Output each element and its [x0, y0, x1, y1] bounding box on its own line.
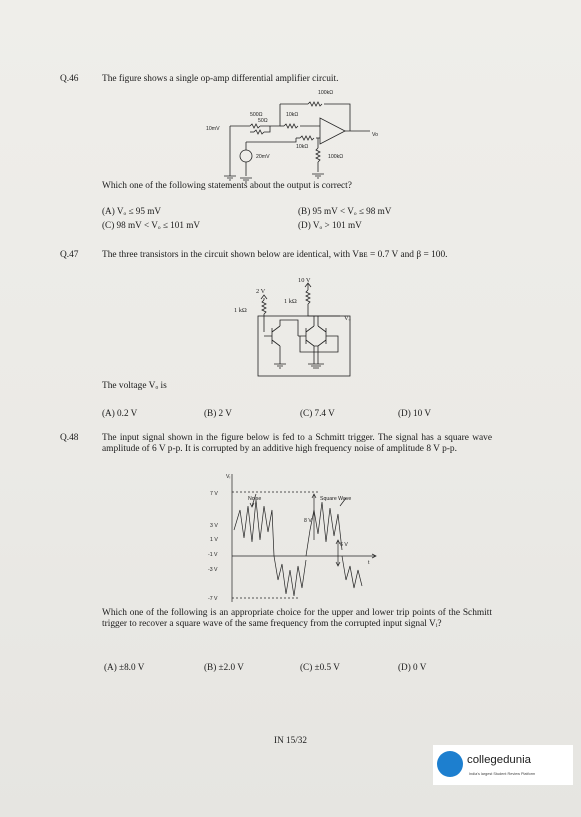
- q46-option-c: (C) 98 mV < Vₒ ≤ 101 mV: [102, 220, 201, 230]
- q46-rf-label: 100kΩ: [318, 90, 334, 96]
- q47-text: The three transistors in the circuit shown below are identical, with Vʙᴇ = 0.7 V and β = 100.: [102, 250, 448, 260]
- logo-tagline: India's largest Student Review Platform: [469, 772, 536, 776]
- q48-option-c: (C) ±0.5 V: [300, 662, 340, 672]
- logo-icon: [437, 751, 463, 777]
- q47-option-d: (D) 10 V: [398, 408, 432, 418]
- q47-option-a: (A) 0.2 V: [102, 408, 138, 418]
- q48-square-label: Square Wave: [320, 496, 352, 502]
- q48-waveform-figure: [200, 470, 400, 605]
- q46-circuit-figure: [200, 86, 390, 186]
- logo-name: collegedunia: [467, 754, 531, 766]
- q47-number: Q.47: [60, 250, 79, 260]
- q47-vcc-label: 10 V: [298, 277, 311, 284]
- q47-vo-label: Vₒ: [344, 315, 351, 322]
- q48-pp6-label: 6 V: [340, 542, 348, 548]
- q47-circuit-figure: [220, 276, 370, 386]
- q48-tick-neg1v: -1 V: [208, 552, 218, 558]
- q46-r1-label: 500Ω: [250, 112, 263, 118]
- q47-option-b: (B) 2 V: [204, 408, 232, 418]
- q46-number: Q.46: [60, 74, 79, 84]
- q47-prompt: The voltage Vₒ is: [102, 381, 167, 391]
- q46-option-d: (D) Vₒ > 101 mV: [298, 220, 362, 230]
- page-footer: IN 15/32: [274, 735, 307, 745]
- q46-rg-label: 100kΩ: [328, 154, 344, 160]
- q48-xaxis-label: t: [368, 560, 370, 566]
- q48-option-a: (A) ±8.0 V: [104, 662, 145, 672]
- q48-tick-3v: 3 V: [210, 523, 218, 529]
- q48-option-d: (D) 0 V: [398, 662, 427, 672]
- q47-option-c: (C) 7.4 V: [300, 408, 335, 418]
- q48-tick-neg7v: -7 V: [208, 596, 218, 602]
- q46-vin2-label: 20mV: [256, 154, 270, 160]
- q46-prompt: Which one of the following statements about the output is correct?: [102, 181, 352, 191]
- q46-r4-label: 10kΩ: [296, 144, 309, 150]
- q47-rb-label: 1 kΩ: [234, 307, 247, 314]
- q46-r3-label: 50Ω: [258, 118, 268, 124]
- q46-r2-label: 10kΩ: [286, 112, 299, 118]
- q48-yaxis-label: Vᵢ: [226, 474, 231, 480]
- q46-vo-label: Vo: [372, 132, 379, 138]
- q48-tick-neg3v: -3 V: [208, 567, 218, 573]
- q46-option-a: (A) Vₒ ≤ 95 mV: [102, 206, 162, 216]
- q47-vb-label: 2 V: [256, 288, 266, 295]
- q48-tick-7v: 7 V: [210, 491, 218, 497]
- q46-option-b: (B) 95 mV < Vₒ ≤ 98 mV: [298, 206, 392, 216]
- q48-tick-1v: 1 V: [210, 537, 218, 543]
- q48-pp8-label: 8 V: [304, 518, 312, 524]
- q47-rc-label: 1 kΩ: [284, 298, 297, 305]
- q46-text: The figure shows a single op-amp differential amplifier circuit.: [102, 74, 339, 84]
- q48-text: The input signal shown in the figure below is fed to a Schmitt trigger. The signal has a square wave amplitude of 6 V p-p. It is corrupted by an additive high frequency noise of amplitude 8 V p-p.: [102, 433, 492, 455]
- collegedunia-logo: [433, 745, 573, 785]
- q48-noise-label: Noise: [248, 496, 262, 502]
- q48-number: Q.48: [60, 433, 79, 443]
- q46-vin1-label: 10mV: [206, 126, 220, 132]
- q48-option-b: (B) ±2.0 V: [204, 662, 244, 672]
- q48-prompt: Which one of the following is an appropriate choice for the upper and lower trip points of the Schmitt trigger to recover a square wave of the same frequency from the corrupted input signal Vᵢ?: [102, 608, 492, 630]
